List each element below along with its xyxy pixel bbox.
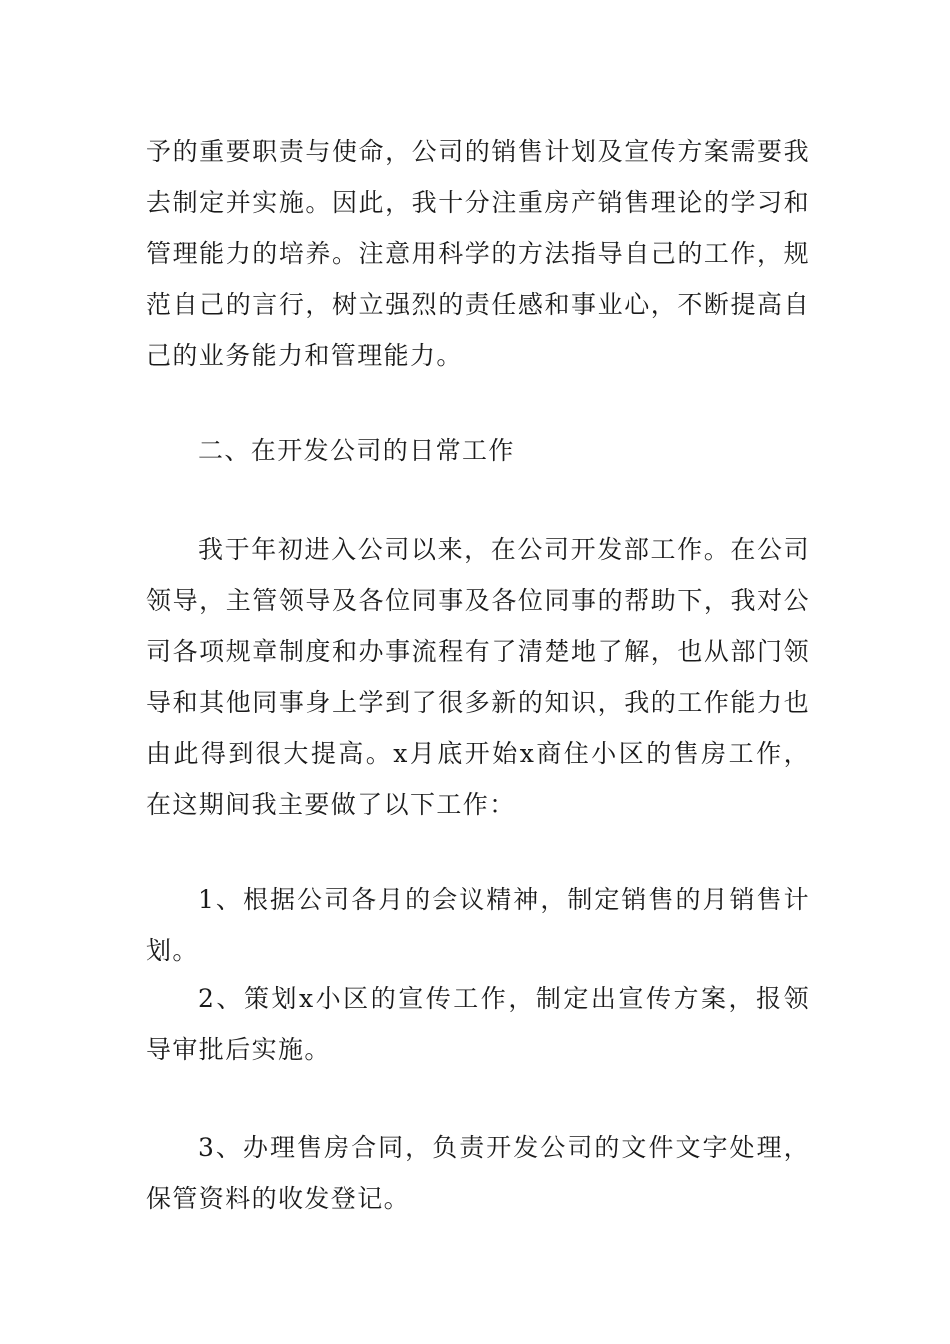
list-item-2: 2、策划x小区的宣传工作，制定出宣传方案，报领导审批后实施。	[146, 984, 810, 1064]
section-heading: 二、在开发公司的日常工作	[198, 436, 515, 465]
list-item-3: 3、办理售房合同，负责开发公司的文件文字处理，保管资料的收发登记。	[146, 1133, 810, 1213]
paragraph-daily-work: 我于年初进入公司以来，在公司开发部工作。在公司领导，主管领导及各位同事及各位同事的帮助下，我对公司各项规章制度和办事流程有了清楚地了解，也从部门领导和其他同事身上学到了很多新的知识，我的工作能力也由此得到很大提高。x月底开始x商住小区的售房工作，在这期间我主要做了以下工作：	[146, 535, 810, 819]
paragraph-continuation: 予的重要职责与使命，公司的销售计划及宣传方案需要我去制定并实施。因此，我十分注重房产销售理论的学习和管理能力的培养。注意用科学的方法指导自己的工作，规范自己的言行，树立强烈的责任感和事业心，不断提高自己的业务能力和管理能力。	[146, 137, 810, 370]
list-item-1: 1、根据公司各月的会议精神，制定销售的月销售计划。	[146, 885, 810, 965]
